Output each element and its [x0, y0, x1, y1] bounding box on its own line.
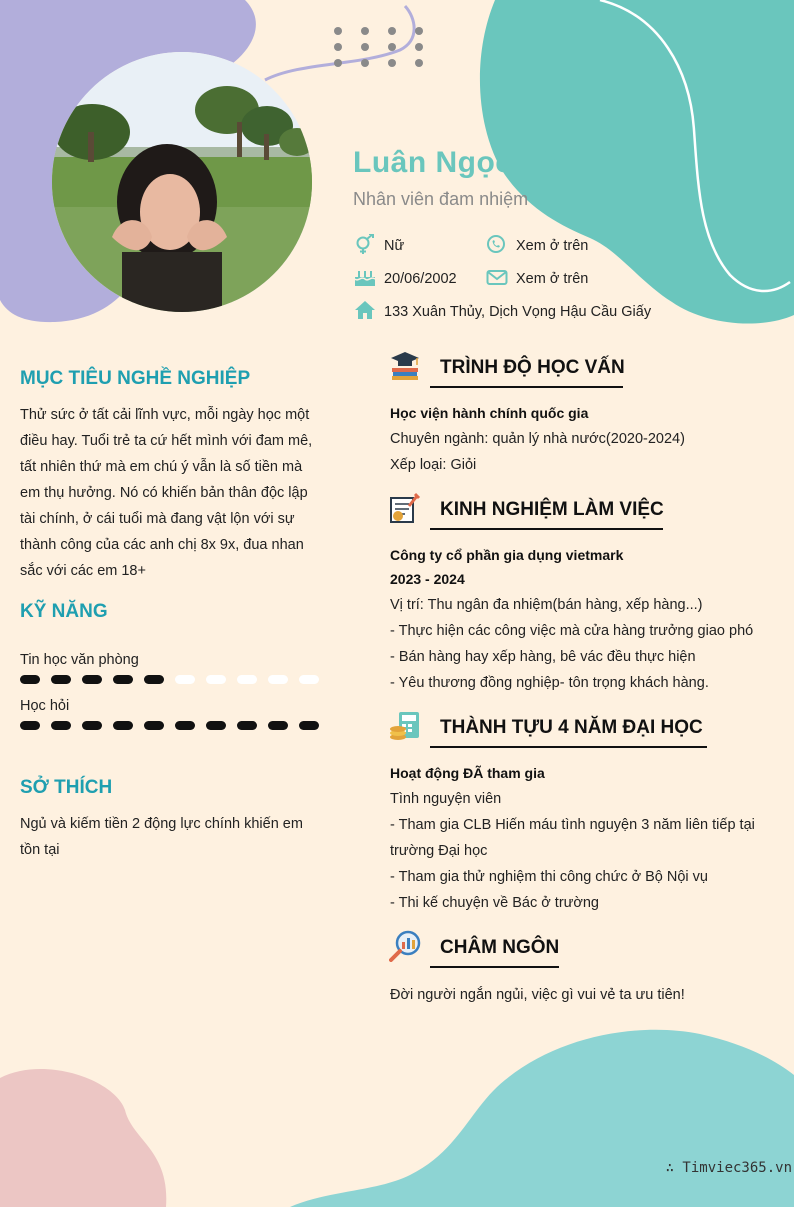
- gender-icon: [354, 234, 376, 254]
- skill-label: Học hỏi: [20, 698, 70, 714]
- birthday-value: 20/06/2002: [384, 271, 457, 287]
- graduation-books-icon: [389, 350, 421, 382]
- achievements-underline: [430, 746, 707, 748]
- achievements-details: Tình nguyện viên - Tham gia CLB Hiến máu tình nguyện 3 năm liên tiếp tại trường Đại học - Tham gia thử nghiệm thi công chức ở Bộ Nội vụ - Thi kế chuyện về Bác ở trường: [390, 791, 755, 911]
- skill-label: Tin học văn phòng: [20, 652, 139, 668]
- email-icon: [486, 268, 508, 288]
- skill-dash-empty: [237, 675, 257, 684]
- motto-chart-icon: [389, 930, 421, 962]
- skill-dash-filled: [113, 675, 133, 684]
- education-heading: TRÌNH ĐỘ HỌC VẤN: [440, 357, 625, 378]
- skill-dash-filled: [82, 721, 102, 730]
- birthday-cake-icon: [354, 267, 376, 287]
- dot-grid-decoration: [328, 22, 428, 72]
- experience-heading: KINH NGHIỆM LÀM VIỆC: [440, 499, 664, 520]
- profile-title: Nhân viên đam nhiệm: [353, 189, 529, 209]
- gender-value: Nữ: [384, 238, 405, 254]
- career-heading: MỤC TIÊU NGHỀ NGHIỆP: [20, 368, 251, 389]
- hobbies-heading: SỞ THÍCH: [20, 777, 113, 798]
- address-value: 133 Xuân Thủy, Dịch Vọng Hậu Cầu Giấy: [384, 304, 652, 320]
- achievements-heading: THÀNH TỰU 4 NĂM ĐẠI HỌC: [440, 717, 703, 738]
- skill-rating: [20, 675, 319, 684]
- achievement-coins-icon: [389, 710, 421, 742]
- phone-value: Xem ở trên: [516, 238, 589, 254]
- skill-dash-filled: [237, 721, 257, 730]
- experience-icon: [389, 492, 421, 524]
- phone-icon: [486, 234, 508, 254]
- skill-rating: [20, 721, 319, 730]
- skill-dash-filled: [299, 721, 319, 730]
- watermark: ∴ Timviec365.vn: [665, 1160, 792, 1176]
- skill-dash-filled: [51, 675, 71, 684]
- skill-dash-filled: [82, 675, 102, 684]
- motto-underline: [430, 966, 559, 968]
- achievements-subtitle: Hoạt động ĐÃ tham gia: [390, 765, 545, 781]
- skill-dash-filled: [268, 721, 288, 730]
- home-icon: [354, 300, 376, 320]
- skill-dash-filled: [20, 675, 40, 684]
- education-details: Chuyên ngành: quản lý nhà nước(2020-2024) Xếp loại: Giỏi: [390, 431, 685, 473]
- skill-dash-empty: [206, 675, 226, 684]
- skill-dash-filled: [206, 721, 226, 730]
- experience-company: Công ty cổ phần gia dụng vietmark: [390, 547, 624, 563]
- email-value: Xem ở trên: [516, 271, 589, 287]
- hobbies-text: Ngủ và kiếm tiền 2 động lực chính khiến em tồn tại: [20, 816, 303, 858]
- experience-details: Vị trí: Thu ngân đa nhiệm(bán hàng, xếp hàng...) - Thực hiện các công việc mà cửa hàng trưởng giao phó - Bán hàng hay xếp hàng, bê vác đều thực hiện - Yêu thương đồng nghiệp- tôn trọng khách hàng.: [390, 597, 754, 691]
- skill-dash-filled: [144, 675, 164, 684]
- motto-text: Đời người ngắn ngủi, việc gì vui vẻ ta ưu tiên!: [390, 987, 685, 1003]
- skill-dash-filled: [20, 721, 40, 730]
- skill-dash-empty: [268, 675, 288, 684]
- profile-name: Luân Ngọc Lệ: [353, 146, 558, 179]
- education-school: Học viện hành chính quốc gia: [390, 405, 589, 421]
- profile-photo: [52, 52, 312, 312]
- skill-dash-empty: [299, 675, 319, 684]
- skill-dash-filled: [113, 721, 133, 730]
- education-underline: [430, 386, 623, 388]
- skill-dash-filled: [51, 721, 71, 730]
- motto-heading: CHÂM NGÔN: [440, 937, 560, 958]
- career-text: Thử sức ở tất cải lĩnh vực, mỗi ngày học một điều hay. Tuổi trẻ ta cứ hết mình với đam mê, tất nhiên thứ mà em chú ý vẫn là số tiền mà em thụ hưởng. Nó có khiến bản thân độc lập tài chính, ở cái tuổi mà đang vật lộn với sự thành công của các anh chị 8x 9x, đua nhan sắc với các em 18+: [20, 407, 313, 579]
- skill-dash-empty: [175, 675, 195, 684]
- skill-dash-filled: [175, 721, 195, 730]
- skill-dash-filled: [144, 721, 164, 730]
- skills-heading: KỸ NĂNG: [20, 601, 108, 622]
- experience-period: 2023 - 2024: [390, 571, 465, 587]
- experience-underline: [430, 528, 663, 530]
